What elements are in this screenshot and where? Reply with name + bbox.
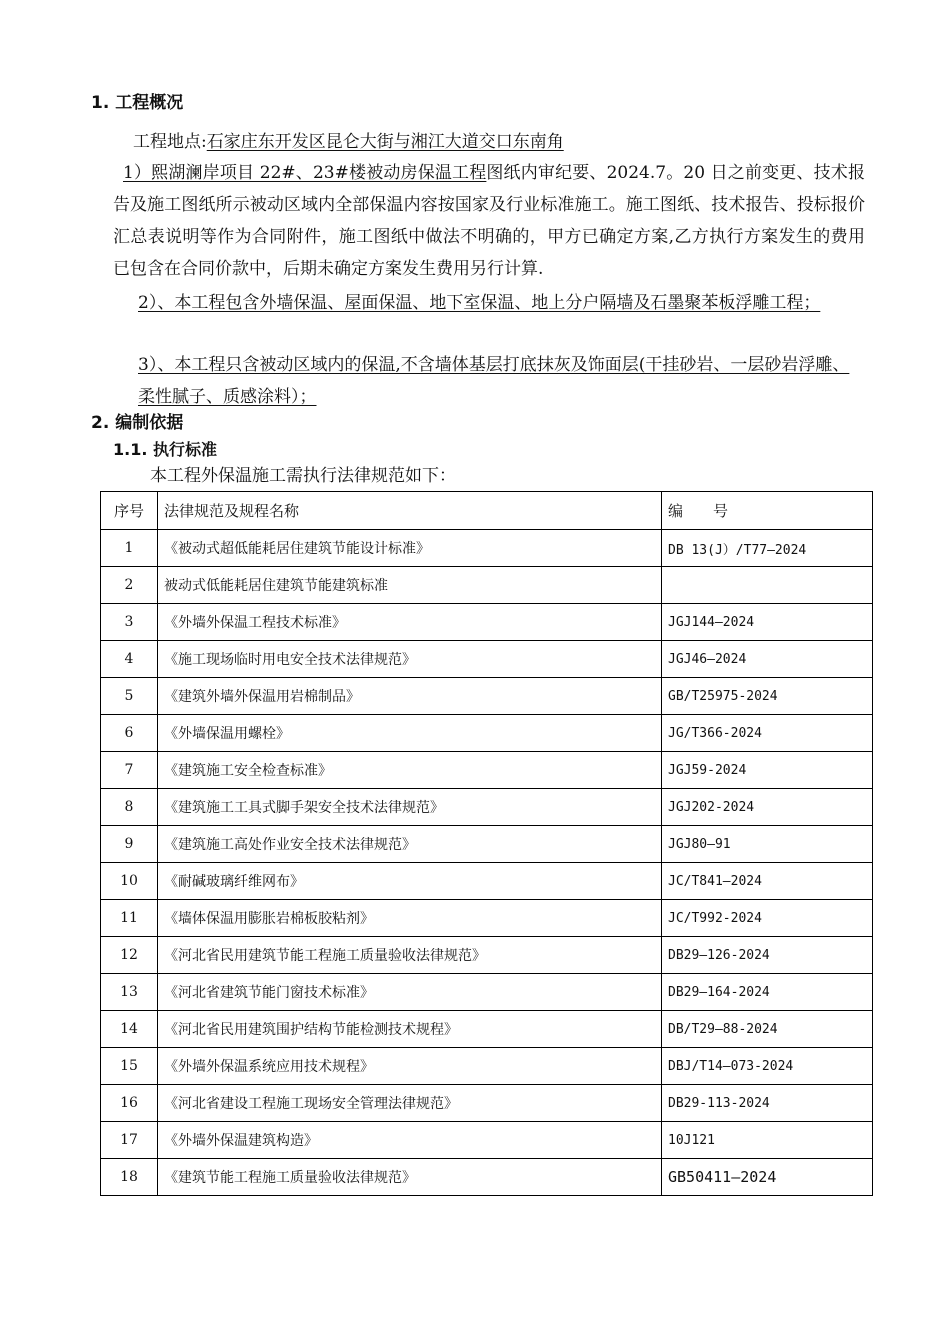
table-row — [101, 1085, 873, 1122]
header-name: 法律规范及规程名称 — [158, 492, 662, 530]
table-row — [101, 530, 873, 567]
row-standard-name: 《建筑施工安全检查标准》 — [158, 752, 662, 789]
row-standard-code: 10J121 — [662, 1122, 873, 1159]
row-standard-name: 被动式低能耗居住建筑节能建筑标准 — [158, 567, 662, 604]
row-standard-name: 《建筑外墙外保温用岩棉制品》 — [158, 678, 662, 715]
row-standard-name: 《建筑施工工具式脚手架安全技术法律规范》 — [158, 789, 662, 826]
row-index: 13 — [101, 974, 158, 1011]
row-standard-code: JGJ144—2024 — [662, 604, 873, 641]
table-row — [101, 1159, 873, 1196]
table-row — [101, 937, 873, 974]
row-index: 18 — [101, 1159, 158, 1196]
row-standard-code: JC/T992-2024 — [662, 900, 873, 937]
item-3-paragraph: 3）、本工程只含被动区域内的保温,不含墙体基层打底抹灰及饰面层(干挂砂岩、一层砂岩浮雕、柔性腻子、质感涂料）； — [138, 355, 850, 407]
project-location — [133, 131, 564, 153]
row-standard-code: DB29—126-2024 — [662, 937, 873, 974]
header-code: 编 号 — [662, 492, 873, 530]
row-standard-code: JGJ46—2024 — [662, 641, 873, 678]
header-index: 序号 — [101, 492, 158, 530]
row-index: 12 — [101, 937, 158, 974]
row-standard-name: 《河北省民用建筑节能工程施工质量验收法律规范》 — [158, 937, 662, 974]
row-standard-name: 《河北省民用建筑围护结构节能检测技术规程》 — [158, 1011, 662, 1048]
item-1-project-name: 1）熙湖澜岸项目 22#、23#楼被动房保温工程 — [123, 163, 487, 183]
item-2-paragraph: 2）、本工程包含外墙保温、屋面保温、地下室保温、地上分户隔墙及石墨聚苯板浮雕工程； — [138, 293, 821, 313]
table-row — [101, 752, 873, 789]
row-index: 9 — [101, 826, 158, 863]
row-standard-code — [662, 567, 873, 604]
row-standard-name: 《建筑节能工程施工质量验收法律规范》 — [158, 1159, 662, 1196]
row-standard-code: JG/T366-2024 — [662, 715, 873, 752]
row-standard-code: GB50411—2024 — [662, 1159, 873, 1196]
row-index: 6 — [101, 715, 158, 752]
table-header-row — [101, 492, 873, 530]
table-row — [101, 974, 873, 1011]
row-index: 11 — [101, 900, 158, 937]
table-row — [101, 604, 873, 641]
row-standard-name: 《河北省建设工程施工现场安全管理法律规范》 — [158, 1085, 662, 1122]
row-index: 15 — [101, 1048, 158, 1085]
row-index: 2 — [101, 567, 158, 604]
location-label: 工程地点: — [133, 132, 207, 152]
row-standard-name: 《耐碱玻璃纤维网布》 — [158, 863, 662, 900]
table-row — [101, 900, 873, 937]
row-index: 7 — [101, 752, 158, 789]
table-row — [101, 567, 873, 604]
row-standard-name: 《建筑施工高处作业安全技术法律规范》 — [158, 826, 662, 863]
row-standard-code: JGJ80—91 — [662, 826, 873, 863]
table-row — [101, 641, 873, 678]
row-standard-name: 《外墙保温用螺栓》 — [158, 715, 662, 752]
row-standard-name: 《河北省建筑节能门窗技术标准》 — [158, 974, 662, 1011]
table-row — [101, 1122, 873, 1159]
table-row — [101, 1011, 873, 1048]
row-standard-code: GB/T25975-2024 — [662, 678, 873, 715]
table-row — [101, 715, 873, 752]
table-row — [101, 678, 873, 715]
row-standard-code: DB/T29—88-2024 — [662, 1011, 873, 1048]
row-index: 1 — [101, 530, 158, 567]
row-index: 3 — [101, 604, 158, 641]
location-value: 石家庄东开发区昆仑大街与湘江大道交口东南角 — [206, 132, 564, 152]
table-row — [101, 1048, 873, 1085]
item-1-text: 图纸内审纪要、2024.7。20 日之前变更、技术报告及施工图纸所示被动区域内全部保温内容按国家及行业标准施工。施工图纸、技术报告、投标报价汇总表说明等作为合同附件，施工图纸中做法不明确的，甲方已确定方案,乙方执行方案发生的费用已包含在合同价款中，后期未确定方案发生费用另行计算. — [113, 163, 865, 279]
row-standard-name: 《墙体保温用膨胀岩棉板胶粘剂》 — [158, 900, 662, 937]
row-index: 14 — [101, 1011, 158, 1048]
table-row — [101, 826, 873, 863]
row-standard-code: JC/T841—2024 — [662, 863, 873, 900]
table-row — [101, 789, 873, 826]
item-1-paragraph — [113, 157, 865, 285]
table-row — [101, 863, 873, 900]
row-index: 10 — [101, 863, 158, 900]
row-standard-name: 《施工现场临时用电安全技术法律规范》 — [158, 641, 662, 678]
row-standard-code: DBJ/T14—073-2024 — [662, 1048, 873, 1085]
section-1-title: 1. 工程概况 — [91, 93, 184, 113]
subsection-title: 1.1. 执行标准 — [113, 440, 217, 459]
row-standard-code: DB 13(J）/T77—2024 — [662, 530, 873, 567]
section-2-title: 2. 编制依据 — [91, 413, 184, 433]
standards-table — [100, 491, 873, 1196]
row-index: 5 — [101, 678, 158, 715]
row-standard-name: 《外墙外保温系统应用技术规程》 — [158, 1048, 662, 1085]
row-standard-code: DB29—164-2024 — [662, 974, 873, 1011]
row-standard-code: DB29-113-2024 — [662, 1085, 873, 1122]
row-standard-code: JGJ59-2024 — [662, 752, 873, 789]
row-index: 17 — [101, 1122, 158, 1159]
row-standard-name: 《外墙外保温建筑构造》 — [158, 1122, 662, 1159]
table-intro: 本工程外保温施工需执行法律规范如下： — [150, 466, 456, 486]
row-index: 8 — [101, 789, 158, 826]
row-standard-name: 《被动式超低能耗居住建筑节能设计标准》 — [158, 530, 662, 567]
row-standard-name: 《外墙外保温工程技术标准》 — [158, 604, 662, 641]
row-index: 16 — [101, 1085, 158, 1122]
row-index: 4 — [101, 641, 158, 678]
row-standard-code: JGJ202-2024 — [662, 789, 873, 826]
